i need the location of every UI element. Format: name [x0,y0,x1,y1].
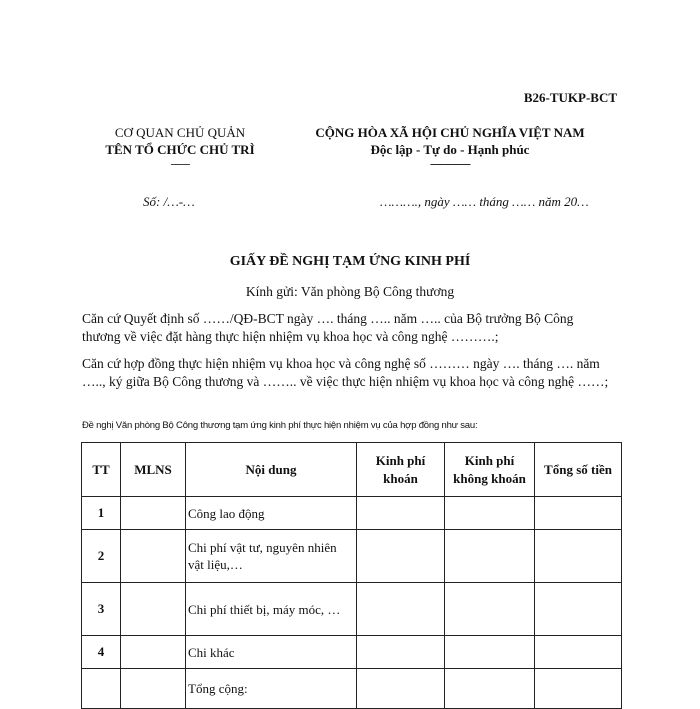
header-lump-sum-line1: Kinh phí [375,452,426,468]
header-total: Tổng số tiền [535,443,622,497]
non-lump-sum-cell [445,636,535,669]
governing-agency: CƠ QUAN CHỦ QUẢN [114,125,246,140]
content-cell: Công lao động [186,497,357,530]
document-title: GIẤY ĐỀ NGHỊ TẠM ỨNG KINH PHÍ [229,254,471,269]
row-number: 4 [82,636,121,669]
table-row [82,636,622,669]
national-header [280,124,620,170]
header-non-lump-sum-line1: Kinh phí [464,452,515,468]
table-total-row [82,669,622,709]
content-cell: Chi khác [186,636,357,669]
national-motto: Độc lập - Tự do - Hạnh phúc [370,142,530,157]
table-header-row [82,443,622,497]
basis-decision-paragraph: Căn cứ Quyết định số ……/QĐ-BCT ngày …. tháng ….. năm ….. của Bộ trưởng Bộ Công thương về việc đặt hàng thực hiện nhiệm vụ khoa học và công nghệ ……….; [82,311,574,344]
total-cell [535,636,622,669]
header-tt: TT [82,443,121,497]
total-label-cell: Tổng cộng: [186,669,357,709]
content-cell: Chi phí thiết bị, máy móc, … [186,583,357,636]
national-title: CỘNG HÒA XÃ HỘI CHỦ NGHĨA VIỆT NAM [315,125,585,140]
table-row [82,497,622,530]
request-paragraph: Đề nghị Văn phòng Bộ Công thương tạm ứng kinh phí thực hiện nhiệm vụ của hợp đồng như sau: [82,420,478,431]
non-lump-sum-cell [445,497,535,530]
lump-sum-cell [357,636,445,669]
non-lump-sum-cell [445,530,535,583]
mlns-cell [121,669,186,709]
header-non-lump-sum-line2: không khoán [453,470,526,486]
total-cell [535,583,622,636]
table-row [82,583,622,636]
lump-sum-cell [357,669,445,709]
lump-sum-cell [357,530,445,583]
header-non-lump-sum-funding [445,443,535,497]
document-number: Số: /…-… [143,194,195,209]
host-organization: TÊN TỔ CHỨC CHỦ TRÌ [105,142,255,157]
header-content: Nội dung [186,443,357,497]
lump-sum-cell [357,583,445,636]
document-date: ………., ngày …… tháng …… năm 20… [380,194,589,209]
mlns-cell [121,636,186,669]
header-lump-sum-funding [357,443,445,497]
mlns-cell [121,530,186,583]
lump-sum-cell [357,497,445,530]
total-cell [535,530,622,583]
right-divider: --------------- [430,158,470,170]
mlns-cell [121,497,186,530]
recipient-line: Kính gửi: Văn phòng Bộ Công thương [245,284,455,299]
basis-contract-paragraph: Căn cứ hợp đồng thực hiện nhiệm vụ khoa học và công nghệ số ……… ngày …. tháng …. năm ….., ký giữa Bộ Công thương và …….. về việc thực hiện nhiệm vụ khoa học và công nghệ ……; [82,356,609,389]
mlns-cell [121,583,186,636]
row-number: 2 [82,530,121,583]
total-cell [535,669,622,709]
non-lump-sum-cell [445,669,535,709]
total-cell [535,497,622,530]
advance-funding-table [81,442,622,709]
header-mlns: MLNS [121,443,186,497]
non-lump-sum-cell [445,583,535,636]
left-divider: ------- [170,158,190,170]
content-cell: Chi phí vật tư, nguyên nhiên vật liệu,… [186,530,357,583]
row-number [82,669,121,709]
form-code: B26-TUKP-BCT [523,90,617,105]
row-number: 1 [82,497,121,530]
row-number: 3 [82,583,121,636]
organization-header [90,124,270,170]
header-lump-sum-line2: khoán [383,470,418,486]
table-row [82,530,622,583]
